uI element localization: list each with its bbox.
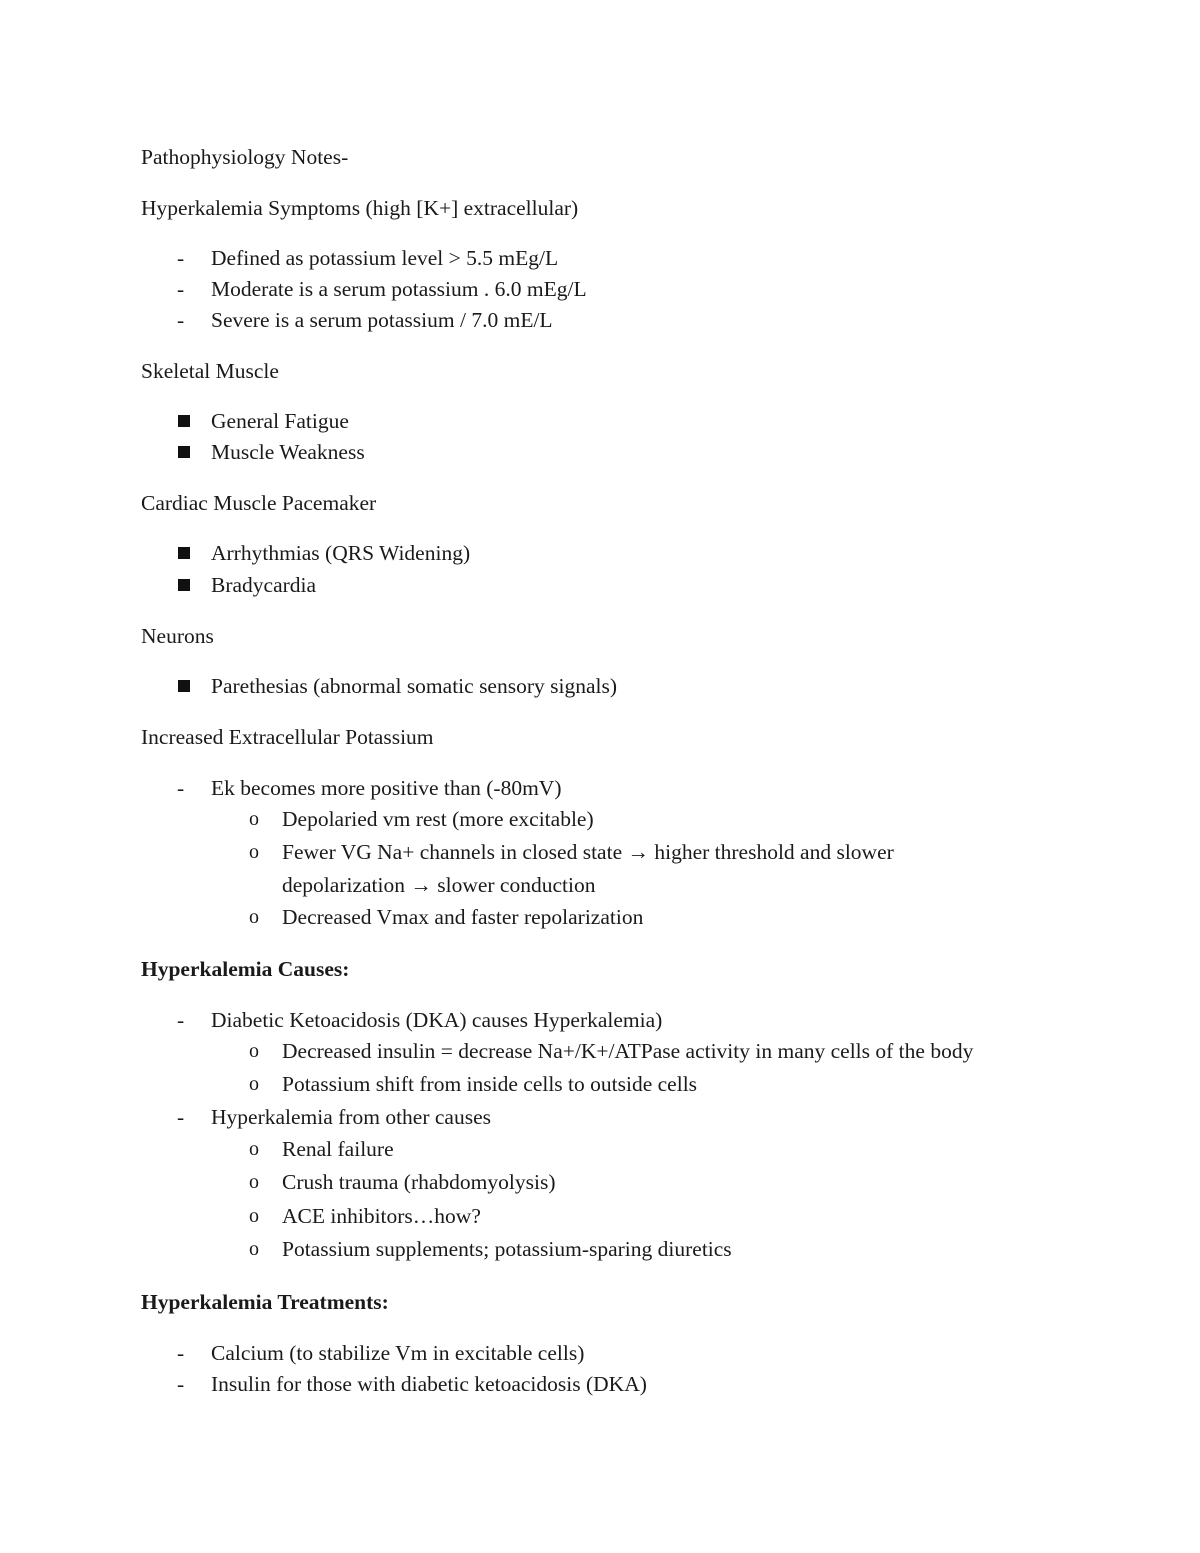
circle-bullet: o	[249, 1073, 259, 1095]
causes-heading: Hyperkalemia Causes:	[141, 957, 350, 981]
skeletal-item: General Fatigue	[211, 409, 349, 433]
cardiac-item: Bradycardia	[211, 573, 317, 597]
increased-subitem: Decreased Vmax and faster repolarization	[282, 905, 644, 929]
neurons-heading: Neurons	[141, 624, 214, 648]
skeletal-item: Muscle Weakness	[211, 440, 365, 464]
circle-bullet: o	[249, 841, 259, 863]
square-bullet-icon	[178, 547, 190, 559]
causes-item: Hyperkalemia from other causes	[211, 1105, 491, 1129]
increased-subitem-continuation: depolarization → slower conduction	[282, 873, 596, 897]
causes-subitem: Potassium shift from inside cells to outside cells	[282, 1072, 698, 1096]
dash-bullet: -	[177, 776, 185, 800]
increased-subitem: Depolaried vm rest (more excitable)	[282, 807, 594, 831]
symptoms-item: Moderate is a serum potassium . 6.0 mEg/L	[211, 277, 587, 301]
skeletal-heading: Skeletal Muscle	[141, 359, 279, 383]
square-bullet-icon	[178, 415, 190, 427]
causes-subitem: ACE inhibitors…how?	[282, 1204, 481, 1228]
causes-subitem: Decreased insulin = decrease Na+/K+/ATPase activity in many cells of the body	[282, 1039, 974, 1063]
increased-heading: Increased Extracellular Potassium	[141, 725, 434, 749]
circle-bullet: o	[249, 1138, 259, 1160]
cardiac-item: Arrhythmias (QRS Widening)	[211, 541, 471, 565]
square-bullet-icon	[178, 579, 190, 591]
dash-bullet: -	[177, 1341, 185, 1365]
square-bullet-icon	[178, 446, 190, 458]
square-bullet-icon	[178, 680, 190, 692]
symptoms-item: Severe is a serum potassium / 7.0 mE/L	[211, 308, 553, 332]
increased-item: Ek becomes more positive than (-80mV)	[211, 776, 562, 800]
dash-bullet: -	[177, 1105, 185, 1129]
symptoms-item: Defined as potassium level > 5.5 mEg/L	[211, 246, 559, 270]
cardiac-heading: Cardiac Muscle Pacemaker	[141, 491, 377, 515]
treatments-heading: Hyperkalemia Treatments:	[141, 1290, 389, 1314]
circle-bullet: o	[249, 808, 259, 830]
dash-bullet: -	[177, 1008, 185, 1032]
treatments-item: Insulin for those with diabetic ketoacidosis (DKA)	[211, 1372, 647, 1396]
causes-subitem: Potassium supplements; potassium-sparing diuretics	[282, 1237, 732, 1261]
dash-bullet: -	[177, 246, 185, 270]
circle-bullet: o	[249, 1238, 259, 1260]
increased-subitem: Fewer VG Na+ channels in closed state → higher threshold and slower	[282, 840, 894, 864]
circle-bullet: o	[249, 1171, 259, 1193]
dash-bullet: -	[177, 1372, 185, 1396]
causes-subitem: Renal failure	[282, 1137, 394, 1161]
circle-bullet: o	[249, 1205, 259, 1227]
dash-bullet: -	[177, 277, 185, 301]
dash-bullet: -	[177, 308, 185, 332]
symptoms-heading: Hyperkalemia Symptoms (high [K+] extracellular)	[141, 196, 579, 220]
circle-bullet: o	[249, 1040, 259, 1062]
circle-bullet: o	[249, 906, 259, 928]
causes-item: Diabetic Ketoacidosis (DKA) causes Hyperkalemia)	[211, 1008, 663, 1032]
neurons-item: Parethesias (abnormal somatic sensory signals)	[211, 674, 618, 698]
treatments-item: Calcium (to stabilize Vm in excitable cells)	[211, 1341, 585, 1365]
document-title: Pathophysiology Notes-	[141, 145, 349, 169]
causes-subitem: Crush trauma (rhabdomyolysis)	[282, 1170, 556, 1194]
